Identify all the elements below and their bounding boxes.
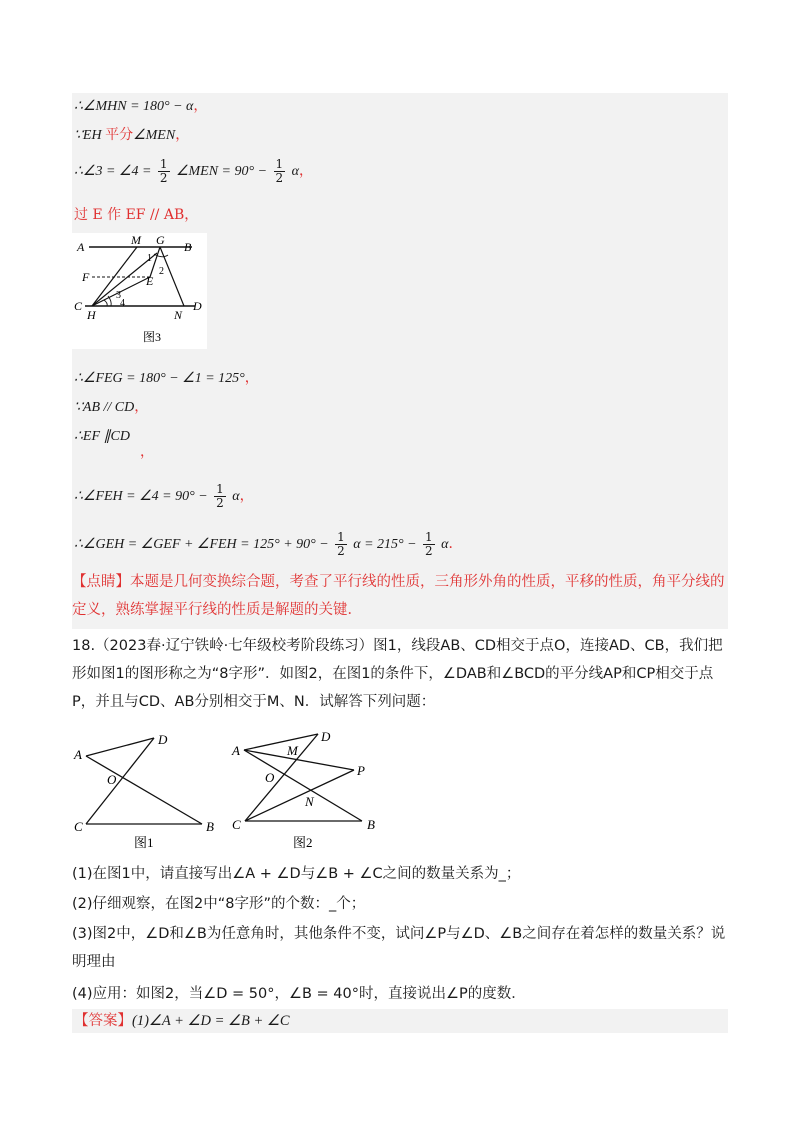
solution-line-7-comma: ， [140, 444, 154, 460]
fraction-half: $\frac{1}{2}$ [216, 481, 224, 510]
fraction-half: $\frac{1}{2}$ [275, 156, 284, 185]
fraction-half: $\frac{1}{2}$ [159, 156, 168, 185]
fig1-label-D: D [158, 732, 168, 747]
fig3-label-4: 4 [120, 298, 125, 309]
fig3-label-C: C [74, 299, 83, 313]
fig2-label-P: P [357, 763, 365, 778]
solution-line-7: ∴EF ∥CD [74, 429, 130, 444]
solution-line-6: ∵AB // CD， [74, 399, 149, 415]
fig2-label-N: N [305, 794, 314, 809]
question-2: (2)仔细观察，在图2中“8字形”的个数：_个； [72, 896, 366, 912]
question-1: (1)在图1中，请直接写出∠A + ∠D与∠B + ∠C之间的数量关系为_； [72, 866, 521, 882]
figure-3-caption: 图3 [143, 330, 162, 344]
fig1-label-O: O [107, 772, 117, 787]
fig1-label-C: C [74, 819, 83, 834]
fig3-label-H: H [87, 308, 96, 322]
fig3-label-M: M [131, 233, 141, 247]
fig3-label-1: 1 [147, 253, 152, 264]
solution-line-5: ∴∠FEG = 180° − ∠1 = 125°， [74, 370, 259, 386]
key-point-note: 【点睛】本题是几何变换综合题，考查了平行线的性质，三角形外角的性质，平移的性质，角平分线的定义，熟练掌握平行线的性质是解题的关键． [72, 574, 725, 618]
figures-1-2 [72, 728, 402, 853]
solution-line-4: 过 E 作 EF // AB， [74, 207, 199, 223]
figure-1-caption: 图1 [134, 835, 154, 850]
solution-line-2: ∵EH 平分∠MEN， [74, 127, 190, 143]
figure-2-caption: 图2 [293, 835, 313, 850]
solution-line-1: ∴∠MHN = 180° − α， [74, 98, 208, 114]
question-3: (3)图2中，∠D和∠B为任意角时，其他条件不变，试问∠P与∠D、∠B之间存在着怎样的数量关系？说明理由 [72, 926, 726, 970]
fig3-label-E: E [146, 274, 154, 288]
fig2-label-C: C [232, 817, 241, 832]
fig3-label-N: N [174, 308, 183, 322]
fig2-label-D: D [321, 729, 331, 744]
problem-18-intro: 18.（2023春·辽宁铁岭·七年级校考阶段练习）图1，线段AB、CD相交于点O，连接AD、CB，我们把形如图1的图形称之为“8字形”．如图2，在图1的条件下，∠DAB和∠BCD的平分线AP和CP相交于点P，并且与CD、AB分别相交于M、N．试解答下列问题： [72, 638, 723, 710]
solution-line-9: ∴∠GEH = ∠GEF + ∠FEH = 125° + 90° − $\frac{1}{2}$ α = 215° − $\frac{1}{2}$ α． [74, 529, 463, 558]
fig2-label-B: B [367, 817, 375, 832]
solution-line-3: ∴∠3 = ∠4 = $\frac{1}{2}$ ∠MEN = 90° − $\frac{1}{2}$ α， [74, 156, 313, 185]
fig2-label-A: A [232, 743, 240, 758]
fig3-label-2: 2 [159, 266, 164, 277]
fig3-label-B: B [184, 240, 192, 254]
fig1-label-B: B [206, 819, 214, 834]
question-4: (4)应用：如图2，当∠D = 50°，∠B = 40°时，直接说出∠P的度数． [72, 986, 526, 1002]
fig3-label-A: A [77, 240, 85, 254]
fig2-label-O: O [265, 770, 275, 785]
fig3-label-G: G [156, 233, 165, 247]
fig2-label-M: M [287, 743, 298, 758]
answer-line: 【答案】(1)∠A + ∠D = ∠B + ∠C [74, 1013, 290, 1029]
figure-3-diagram [72, 233, 207, 349]
fig3-label-D: D [193, 299, 202, 313]
figures-1-2-diagram [72, 728, 402, 853]
solution-line-8: ∴∠FEH = ∠4 = 90° − $\frac{1}{2}$ α， [74, 481, 254, 510]
fraction-half: $\frac{1}{2}$ [425, 529, 433, 558]
fig1-label-A: A [74, 747, 82, 762]
figure-3 [72, 233, 207, 349]
fig3-label-F: F [82, 270, 90, 284]
fraction-half: $\frac{1}{2}$ [337, 529, 345, 558]
fig3-label-3: 3 [116, 290, 121, 301]
